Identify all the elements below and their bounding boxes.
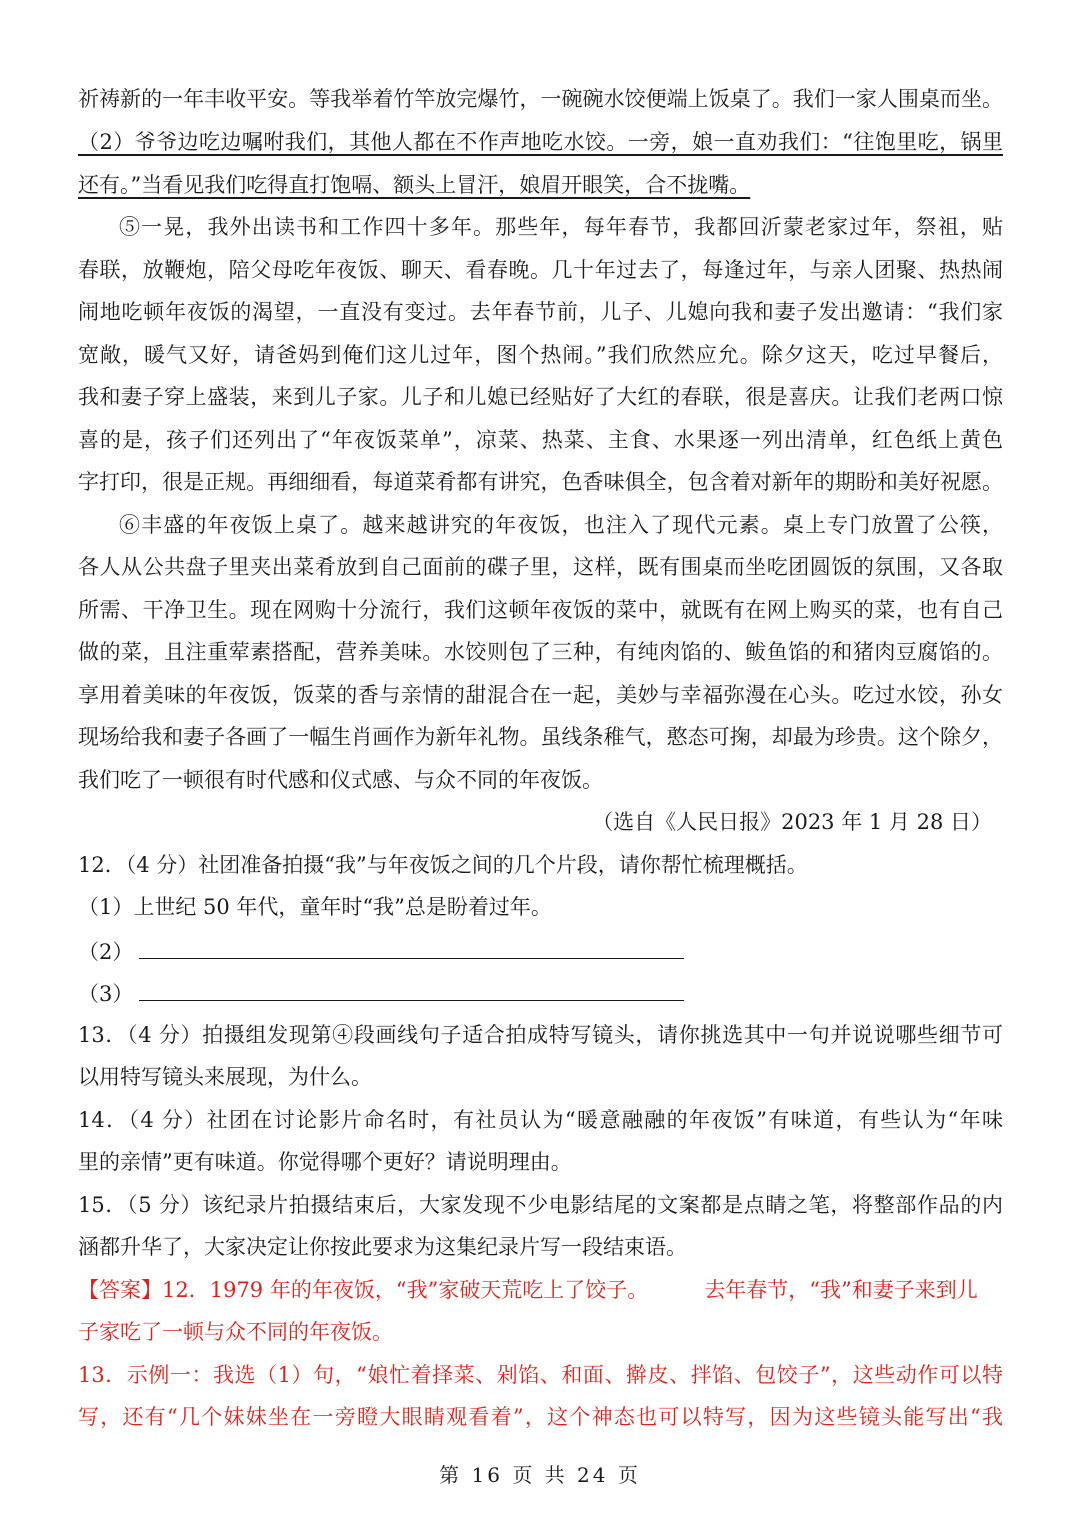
paragraph-5-line: 春联，放鞭炮，陪父母吃年夜饭、聊天、看春晚。几十年过去了，每逢过年，与亲人团聚、热热闹 (78, 258, 1003, 282)
paragraph-6-line: 我们吃了一顿很有时代感和仪式感、与众不同的年夜饭。 (78, 768, 603, 792)
answer-12-part-1: 12．1979 年的年夜饭，“我”家破天荒吃上了饺子。 (162, 1278, 649, 1302)
answer-12-part-2: 去年春节，“我”和妻子来到儿 (704, 1278, 978, 1302)
item-3-label: （3） (78, 982, 134, 1006)
answer-blank-2[interactable] (139, 936, 684, 959)
paragraph-5-line: 字打印，很是正规。再细细看，每道菜肴都有讲究，色香味俱全，包含着对新年的期盼和美好祝愿。 (78, 470, 1003, 494)
question-14-line: 里的亲情”更有味道。你觉得哪个更好？请说明理由。 (78, 1150, 572, 1174)
paragraph-6-line: 享用着美味的年夜饭，饭菜的香与亲情的甜混合在一起，美妙与幸福弥漫在心头。吃过水饺，孙女 (78, 683, 1003, 707)
answer-12-line (78, 1276, 1003, 1304)
question-13-line: 以用特写镜头来展现，为什么。 (78, 1065, 372, 1089)
question-15-line: 15．（5 分）该纪录片拍摄结束后，大家发现不少电影结尾的文案都是点睛之笔，将整部作品的内 (78, 1193, 1003, 1217)
paragraph-5-line: 宽敞，暖气又好，请爸妈到俺们这儿过年，图个热闹。”我们欣然应允。除夕这天，吃过早餐后， (78, 343, 1003, 367)
question-13-line: 13．（4 分）拍摄组发现第④段画线句子适合拍成特写镜头，请你挑选其中一句并说说哪些细节可 (78, 1023, 1003, 1047)
underlined-sentence-text: 还有。”当看见我们吃得直打饱嗝、额头上冒汗，娘眉开眼笑，合不拢嘴。 (78, 173, 751, 197)
paragraph-line: 祈祷新的一年丰收平安。等我举着竹竿放完爆竹，一碗碗水饺便端上饭桌了。我们一家人围桌而坐。 (78, 87, 1003, 111)
page-number-footer: 第 16 页 共 24 页 (439, 1463, 641, 1487)
answer-12-line: 子家吃了一顿与众不同的年夜饭。 (78, 1320, 393, 1344)
question-14-line: 14．（4 分）社团在讨论影片命名时，有社员认为“暖意融融的年夜饭”有味道，有些认为“年味 (78, 1108, 1003, 1132)
paragraph-6-line: 各人从公共盘子里夹出菜肴放到自己面前的碟子里，这样，既有围桌而坐吃团圆饭的氛围，又各取 (78, 555, 1003, 579)
question-12-item-1: （1）上世纪 50 年代，童年时“我”总是盼着过年。 (78, 895, 552, 919)
answer-label: 【答案】 (78, 1278, 162, 1302)
paragraph-5-line: 我和妻子穿上盛装，来到儿子家。儿子和儿媳已经贴好了大红的春联，很是喜庆。让我们老两口惊 (78, 385, 1003, 409)
paragraph-6-line: ⑥丰盛的年夜饭上桌了。越来越讲究的年夜饭，也注入了现代元素。桌上专门放置了公筷， (119, 513, 1003, 537)
paragraph-6-line: 现场给我和妻子各画了一幅生肖画作为新年礼物。虽线条稚气，憨态可掬，却最为珍贵。这个除夕， (78, 725, 1003, 749)
question-12-item-2 (78, 936, 1003, 966)
source-citation: （选自《人民日报》2023 年 1 月 28 日） (592, 810, 992, 834)
answer-blank-3[interactable] (139, 978, 684, 1001)
underlined-sentence-line: （2）爷爷边吃边嘱咐我们，其他人都在不作声地吃水饺。一旁，娘一直劝我们：“往饱里吃，锅里 (78, 130, 1003, 154)
paragraph-5-line: 闹地吃顿年夜饭的渴望，一直没有变过。去年春节前，儿子、儿媳向我和妻子发出邀请：“我们家 (78, 300, 1003, 324)
paragraph-6-line: 所需、干净卫生。现在网购十分流行，我们这顿年夜饭的菜中，就既有在网上购买的菜，也有自己 (78, 598, 1003, 622)
answer-13-line: 写，还有“几个妹妹坐在一旁瞪大眼睛观看着”，这个神态也可以特写，因为这些镜头能写出“我 (78, 1405, 1003, 1429)
paragraph-5-line: ⑤一晃，我外出读书和工作四十多年。那些年，每年春节，我都回沂蒙老家过年，祭祖，贴 (119, 215, 1003, 239)
answer-13-line: 13．示例一：我选（1）句，“娘忙着择菜、剁馅、和面、擀皮、拌馅、包饺子”，这些动作可以特 (78, 1363, 1003, 1387)
underlined-sentence-line (78, 171, 1003, 199)
question-12-item-3 (78, 978, 1003, 1008)
question-12: 12．（4 分）社团准备拍摄“我”与年夜饭之间的几个片段，请你帮忙梳理概括。 (78, 853, 808, 877)
paragraph-5-line: 喜的是，孩子们还列出了“年夜饭菜单”，凉菜、热菜、主食、水果逐一列出清单，红色纸上黄色 (78, 428, 1003, 452)
item-2-label: （2） (78, 940, 134, 964)
question-15-line: 涵都升华了，大家决定让你按此要求为这集纪录片写一段结束语。 (78, 1235, 687, 1259)
paragraph-6-line: 做的菜，且注重荤素搭配，营养美味。水饺则包了三种，有纯肉馅的、鲅鱼馅的和猪肉豆腐馅的。 (78, 640, 1003, 664)
